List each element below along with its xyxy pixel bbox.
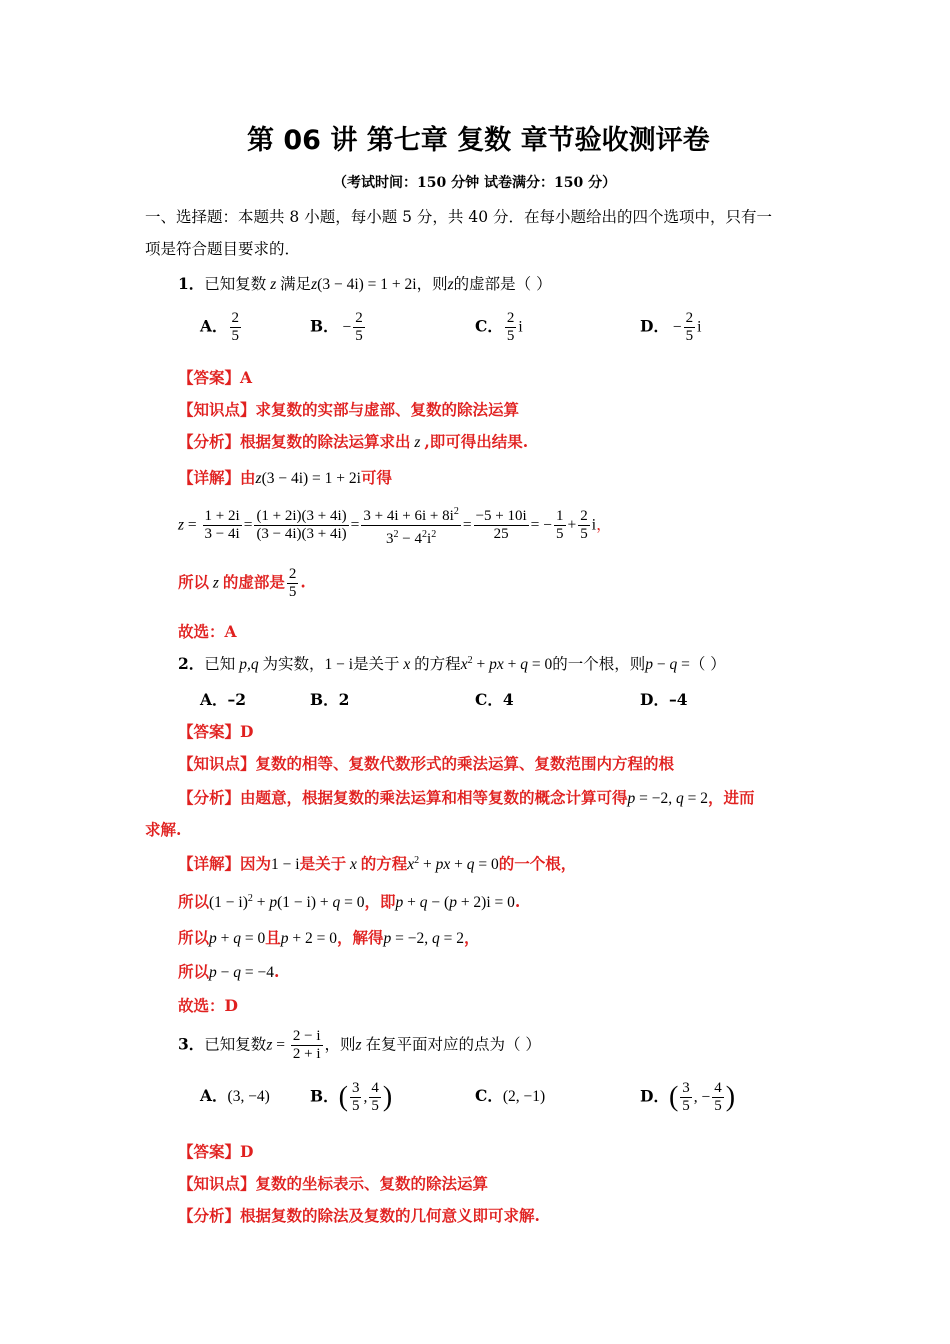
- q3-option-d[interactable]: D．( $\frac{3}{5}$ , − $\frac{4}{5}$ ): [640, 1080, 736, 1114]
- q2-answer: 【答案】D: [178, 722, 254, 741]
- q2-option-d[interactable]: D．–4: [640, 690, 688, 709]
- q2-detail: 【详解】因为1 − i是关于 x 的方程$x^2$ + px + q = 0的一个根，: [178, 854, 577, 873]
- q3-stem: 3．已知复数z = $\frac{2 - i}{2 + i}$ ，则z 在复平面对应的点为（ ）: [178, 1028, 541, 1062]
- q1-answer: 【答案】A: [178, 368, 253, 387]
- q1-number: 1．: [178, 274, 205, 293]
- q1-option-c[interactable]: C． $\frac{2}{5}$ i: [475, 310, 523, 344]
- q3-option-a[interactable]: A．(3, −4): [200, 1086, 270, 1105]
- q3-option-b[interactable]: B．( $\frac{3}{5}$ , $\frac{4}{5}$ ): [310, 1080, 393, 1114]
- q2-step1: 所以$(1 - i)^2 + p(1 - i) + q = 0$，即p + q − (p + 2)i = 0.: [178, 892, 521, 911]
- q2-step3: 所以p − q = −4.: [178, 962, 280, 981]
- q1-detail: 【详解】由z(3 − 4i) = 1 + 2i可得: [178, 468, 392, 487]
- q1-equation: z(3 − 4i) = 1 + 2i: [311, 276, 417, 293]
- q3-option-c[interactable]: C．(2, −1): [475, 1086, 546, 1105]
- q2-option-a[interactable]: A．–2: [200, 690, 247, 709]
- q1-knowledge: 【知识点】求复数的实部与虚部、复数的除法运算: [178, 400, 520, 419]
- q3-analysis: 【分析】根据复数的除法及复数的几何意义即可求解.: [178, 1206, 540, 1225]
- q1-analysis: 【分析】根据复数的除法运算求出 z ,即可得出结果.: [178, 432, 529, 451]
- q2-step2: 所以p + q = 0且p + 2 = 0，解得p = −2, q = 2，: [178, 928, 480, 947]
- q1-derivation: z = $\frac{1 + 2i}{3 - 4i}$ = $\frac{(1 + 2i)(3 + 4i)}{(3 - 4i)(3 + 4i)}$ = $\frac{3 + 4i + 6i + 8i^2}{3^2 - 4^2i^2}$ = $\frac{-5 + 10i}{25}$ = − $\frac{1}{5}$ + $\frac{2}{5}$ i，: [178, 503, 612, 548]
- q1-option-a[interactable]: A． $\frac{2}{5}$: [200, 310, 240, 344]
- q1-stem: 1．已知复数 z 满足z(3 − 4i) = 1 + 2i，则z的虚部是（ ）: [178, 274, 552, 293]
- q3-knowledge: 【知识点】复数的坐标表示、复数的除法运算: [178, 1174, 489, 1193]
- q1-conclusion: 所以 z 的虚部是 $\frac{2}{5}$ .: [178, 566, 306, 600]
- q2-analysis: 【分析】由题意，根据复数的乘法运算和相等复数的概念计算可得p = −2, q = 2，进而: [178, 788, 755, 807]
- exam-info: （考试时间：150 分钟 试卷满分：150 分）: [333, 175, 617, 191]
- q2-option-c[interactable]: C．4: [475, 690, 514, 709]
- section-heading-line2: 项是符合题目要求的．: [145, 240, 301, 258]
- q2-knowledge: 【知识点】复数的相等、复数代数形式的乘法运算、复数范围内方程的根: [178, 754, 675, 773]
- q2-option-b[interactable]: B．2: [310, 690, 350, 709]
- q2-analysis-cont: 求解.: [145, 820, 182, 839]
- q2-stem: 2．已知 p,q 为实数，1 − i是关于 x 的方程$x^2$ + px + q = 0的一个根，则p − q =（ ）: [178, 654, 726, 673]
- q1-option-d[interactable]: D． − $\frac{2}{5}$ i: [640, 310, 702, 344]
- section-heading-line1: 一、选择题：本题共 8 小题，每小题 5 分，共 40 分．在每小题给出的四个选项中，只有一: [145, 208, 773, 226]
- page-title: 第 06 讲 第七章 复数 章节验收测评卷: [247, 125, 710, 156]
- q2-choose: 故选：D: [178, 996, 238, 1015]
- q1-choose: 故选：A: [178, 622, 237, 641]
- q1-option-b[interactable]: B． − $\frac{2}{5}$: [310, 310, 363, 344]
- q3-answer: 【答案】D: [178, 1142, 254, 1161]
